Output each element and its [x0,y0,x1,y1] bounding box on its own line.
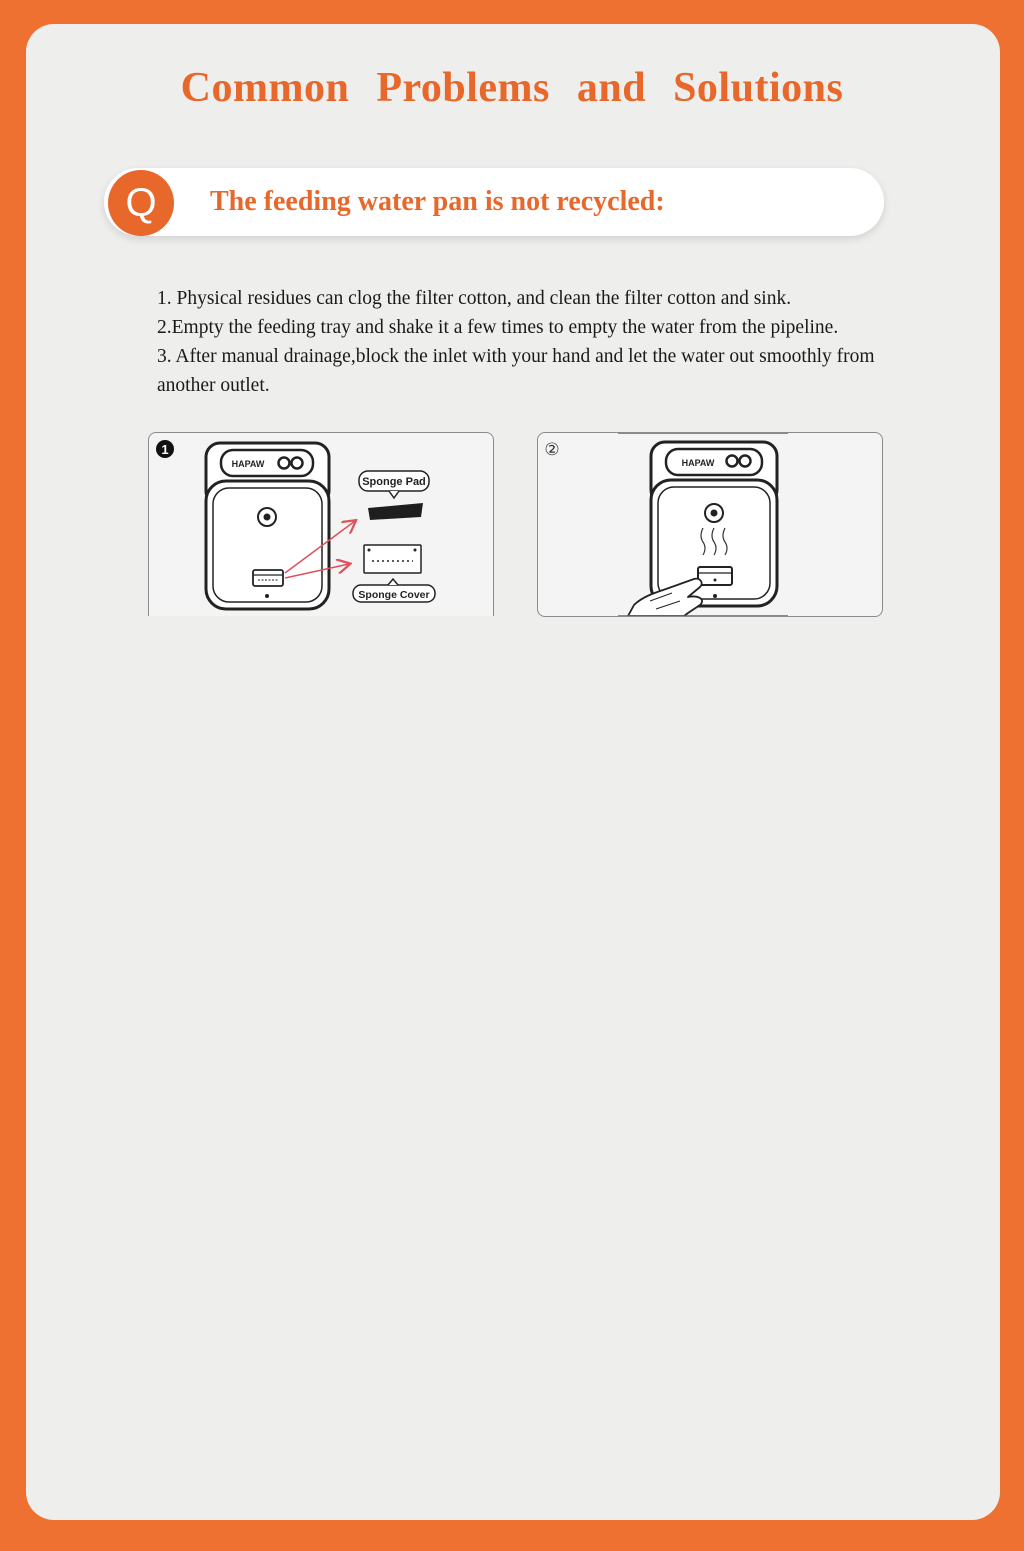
sponge-cover-label: Sponge Cover [358,589,430,601]
content-card [26,24,1000,1520]
device-brand: HAPAW [231,459,265,469]
question-text: The feeding water pan is not recycled: [210,186,665,217]
figure-2-number: ② [544,440,560,460]
inlet-icon [698,567,732,585]
step-3: 3. After manual drainage,block the inlet with your hand and let the water out smoothly from another outlet. [157,346,875,396]
figure-1-panel [148,432,494,616]
sponge-pad-item [368,503,423,520]
sponge-pad-label: Sponge Pad [362,476,426,488]
sponge-cover-item [364,545,421,573]
step-2: 2.Empty the feeding tray and shake it a few times to empty the water from the pipeline. [157,317,839,338]
solution-steps [157,284,937,400]
figure-1-number: 1 [161,442,169,457]
page-title: Common Problems and Solutions [180,65,844,111]
sponge-tray-icon [253,570,283,586]
device-body [206,481,329,609]
question-badge: Q [108,170,174,236]
figure-1-illustration [149,433,493,616]
step-1: 1. Physical residues can clog the filter cotton, and clean the filter cotton and sink. [157,288,792,309]
figure-2-illustration [538,433,882,616]
figure-2-panel [537,432,883,617]
device-brand: HAPAW [681,458,715,468]
